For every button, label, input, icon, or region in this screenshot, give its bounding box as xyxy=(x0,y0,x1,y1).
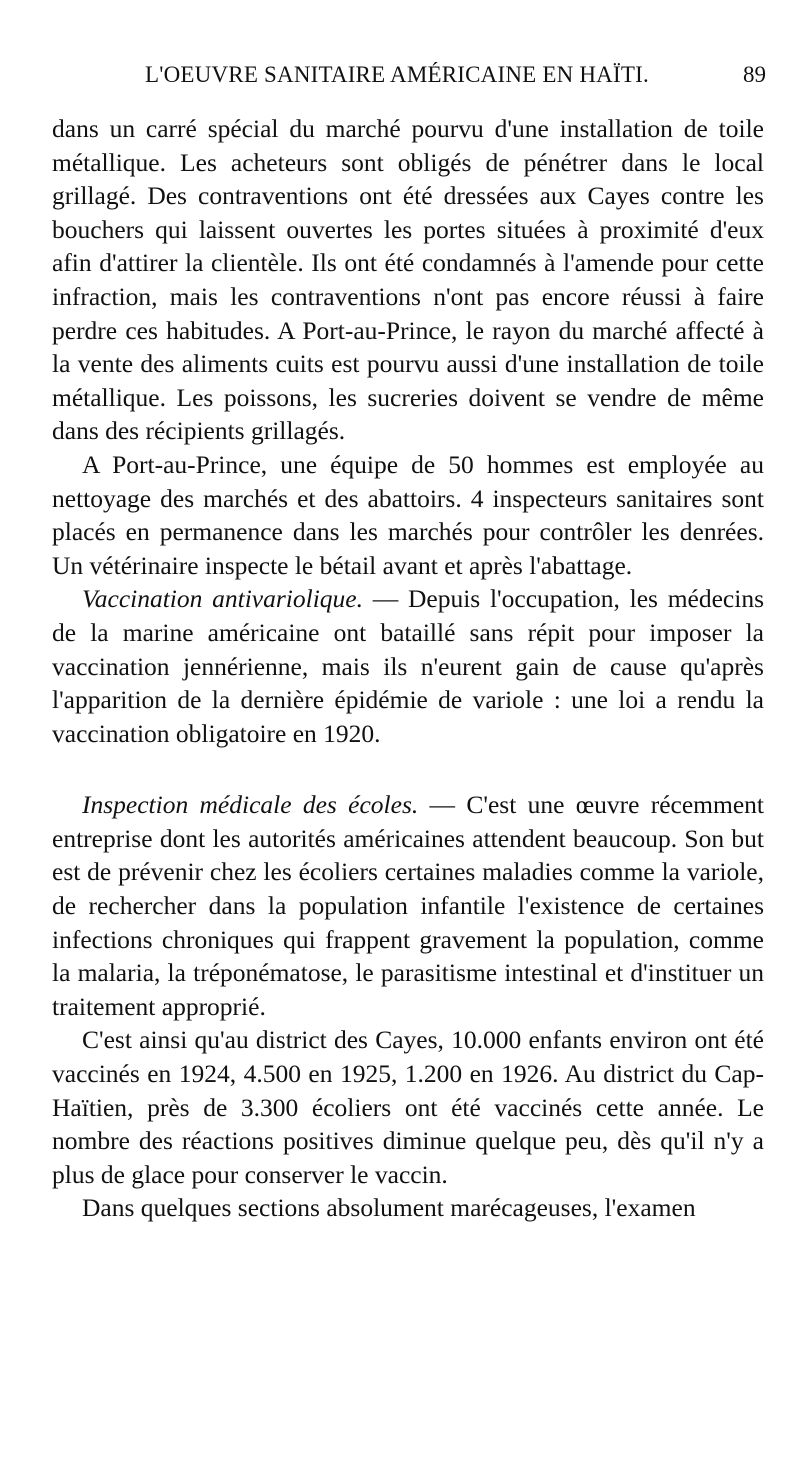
paragraph-text: dans un carré spécial du marché pourvu d'une installation de toile métallique. Les acheteurs sont obligés de pénétrer dans le local grillagé. Des contraventions ont été dressées aux Cayes contre les bouchers qui laissent ouvertes les portes situées à proximité d'eux afin d'attirer la clientèle. Ils ont été condamnés à l'amende pour cette infraction, mais les contraventions n'ont pas encore réussi à faire perdre ces habitudes. A Port-au-Prince, le rayon du marché affecté à la vente des aliments cuits est pourvu aussi d'une installation de toile métallique. Les poissons, les sucreries doivent se vendre de même dans des récipients grillagés. xyxy=(52,114,764,446)
paragraph-text: A Port-au-Prince, une équipe de 50 hommes est employée au nettoyage des marchés et des abattoirs. 4 inspecteurs sanitaires sont placés en permanence dans les marchés pour contrôler les denrées. Un vétérinaire inspecte le bétail avant et après l'abattage. xyxy=(52,449,764,580)
section-heading: Inspection médicale des écoles. xyxy=(82,790,419,820)
body-text xyxy=(52,112,764,1225)
section-heading: Vaccination antivariolique. xyxy=(82,584,363,614)
paragraph-vaccination xyxy=(52,582,764,750)
paragraph-cleaning-crew xyxy=(52,448,764,582)
paragraph-marsh-sections xyxy=(52,1191,764,1225)
paragraph-market-installation xyxy=(52,112,764,448)
running-header xyxy=(145,62,766,92)
paragraph-text: Dans quelques sections absolument marécageuses, l'examen xyxy=(82,1193,696,1223)
paragraph-text: — C'est une œuvre récemment entreprise dont les autorités américaines attendent beaucoup. Son but est de prévenir chez les écoliers certaines maladies comme la variole, de rechercher dans la population infantile l'existence de certaines infections chroniques qui frappent gravement la population, comme la malaria, la tréponématose, le parasitisme intestinal et d'instituer un traitement approprié. xyxy=(52,790,764,1021)
paragraph-vaccination-stats xyxy=(52,1023,764,1191)
paragraph-text: C'est ainsi qu'au district des Cayes, 10.000 enfants environ ont été vaccinés en 1924, 4.500 en 1925, 1.200 en 1926. Au district du Cap-Haïtien, près de 3.300 écoliers ont été vaccinés cette année. Le nombre des réactions positives diminue quelque peu, dès qu'il n'y a plus de glace pour conserver le vaccin. xyxy=(52,1025,764,1189)
page-number: 89 xyxy=(743,62,766,87)
paragraph-text: — Depuis l'occupation, les médecins de la marine américaine ont bataillé sans répit pour imposer la vaccination jennérienne, mais ils n'eurent gain de cause qu'après l'apparition de la dernière épidémie de variole : une loi a rendu la vaccination obligatoire en 1920. xyxy=(52,584,765,748)
running-title: L'OEUVRE SANITAIRE AMÉRICAINE EN HAÏTI. xyxy=(145,62,649,87)
paragraph-school-inspection xyxy=(52,788,764,1023)
